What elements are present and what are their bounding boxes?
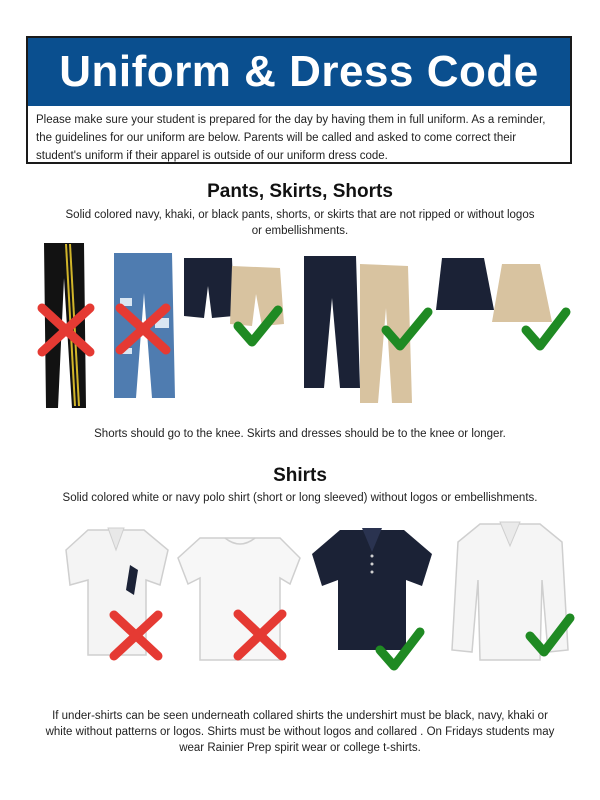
page-title: Uniform & Dress Code xyxy=(28,38,570,106)
pants-image xyxy=(304,256,428,403)
pants-length-note: Shorts should go to the knee. Skirts and dresses should be to the knee or longer. xyxy=(94,428,506,440)
ripped-jeans-image xyxy=(114,253,175,398)
shirts-section-description: Solid colored white or navy polo shirt (short or long sleeved) without logos or embellishments. xyxy=(62,492,538,504)
intro-text: Please make sure your student is prepared for the day by having them in full uniform. As a reminder, the guidelines for our uniform are below. Parents will be called and asked to come correct their student's uniform if their apparel is outside of our uniform dress code. xyxy=(36,114,546,162)
shorts-image xyxy=(184,258,284,342)
track-pants-image xyxy=(42,243,90,408)
footer-note: If under-shirts can be seen underneath collared shirts the undershirt must be black, navy, khaki or white without patterns or logos. Shirts must be without logos and collared . On Fridays students may wear Rainier Prep spirit wear or college t-shirts. xyxy=(45,710,555,754)
navy-polo-image xyxy=(312,528,432,666)
long-sleeve-polo-image xyxy=(452,522,570,660)
header-box xyxy=(26,36,572,164)
pants-section-description: Solid colored navy, khaki, or black pants, shorts, or skirts that are not ripped or without logos or embellishments. xyxy=(65,209,535,237)
pants-images xyxy=(0,238,600,413)
shirts-images xyxy=(0,510,600,690)
skirts-image xyxy=(436,258,566,346)
pants-section-title: Pants, Skirts, Shorts xyxy=(207,181,393,202)
t-shirt-image xyxy=(178,538,300,660)
shirts-section-title: Shirts xyxy=(273,465,327,486)
logo-polo-image xyxy=(66,528,168,656)
